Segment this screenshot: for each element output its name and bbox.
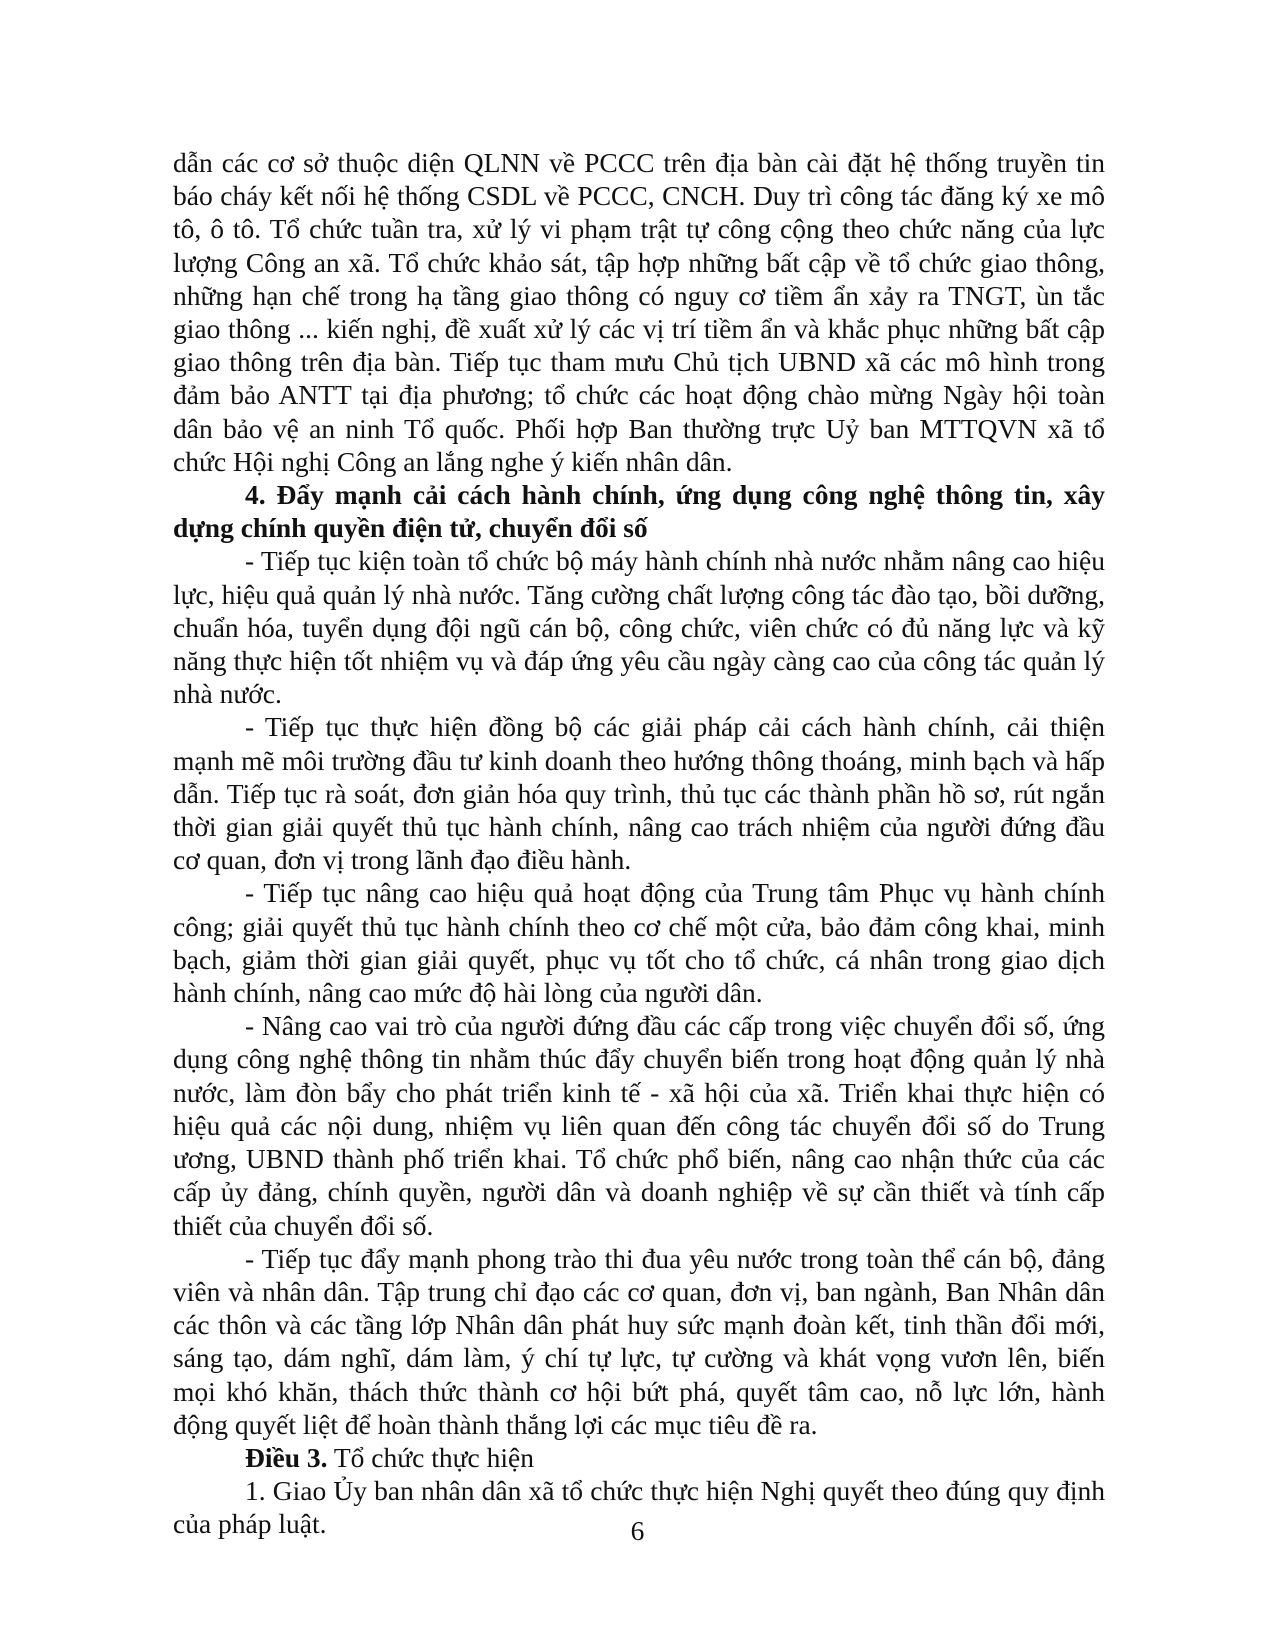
article-3-label: Điều 3. — [245, 1441, 328, 1473]
paragraph-emulation-movement: - Tiếp tục đẩy mạnh phong trào thi đua yêu nước trong toàn thể cán bộ, đảng viên và nhân dân. Tập trung chỉ đạo các cơ quan, đơn vị, ban ngành, Ban Nhân dân các thôn và các tầng lớp Nhân dân phát huy sức mạnh đoàn kết, tinh thần đổi mới, sáng tạo, dám nghĩ, dám làm, ý chí tự lực, tự cường và khát vọng vươn lên, biến mọi khó khăn, thách thức thành cơ hội bứt phá, quyết tâm cao, nỗ lực lớn, hành động quyết liệt để hoàn thành thắng lợi các mục tiêu đề ra. — [173, 1242, 1105, 1440]
document-page — [173, 146, 1105, 1541]
page-number: 6 — [630, 1515, 645, 1546]
paragraph-admin-apparatus: - Tiếp tục kiện toàn tổ chức bộ máy hành chính nhà nước nhằm nâng cao hiệu lực, hiệu quả quản lý nhà nước. Tăng cường chất lượng công tác đào tạo, bồi dưỡng, chuẩn hóa, tuyển dụng đội ngũ cán bộ, công chức, viên chức có đủ năng lực và kỹ năng thực hiện tốt nhiệm vụ và đáp ứng yêu cầu ngày càng cao của công tác quản lý nhà nước. — [173, 545, 1105, 710]
paragraph-digital-transformation: - Nâng cao vai trò của người đứng đầu các cấp trong việc chuyển đổi số, ứng dụng công nghệ thông tin nhằm thúc đẩy chuyển biến trong hoạt động quản lý nhà nước, làm đòn bẩy cho phát triển kinh tế - xã hội của xã. Triển khai thực hiện có hiệu quả các nội dung, nhiệm vụ liên quan đến công tác chuyển đổi số do Trung ương, UBND thành phố triển khai. Tổ chức phổ biến, nâng cao nhận thức của các cấp ủy đảng, chính quyền, người dân và doanh nghiệp về sự cần thiết và tính cấp thiết của chuyển đổi số. — [173, 1010, 1105, 1241]
article-3-title: Tổ chức thực hiện — [327, 1441, 534, 1473]
paragraph-admin-reform: - Tiếp tục thực hiện đồng bộ các giải pháp cải cách hành chính, cải thiện mạnh mẽ môi trường đầu tư kinh doanh theo hướng thông thoáng, minh bạch và hấp dẫn. Tiếp tục rà soát, đơn giản hóa quy trình, thủ tục các thành phần hồ sơ, rút ngắn thời gian giải quyết thủ tục hành chính, nâng cao trách nhiệm của người đứng đầu cơ quan, đơn vị trong lãnh đạo điều hành. — [173, 711, 1105, 876]
section-heading-4: 4. Đẩy mạnh cải cách hành chính, ứng dụng công nghệ thông tin, xây dựng chính quyền điện tử, chuyển đổi số — [173, 479, 1105, 544]
paragraph-security-tasks: dẫn các cơ sở thuộc diện QLNN về PCCC trên địa bàn cài đặt hệ thống truyền tin báo cháy kết nối hệ thống CSDL về PCCC, CNCH. Duy trì công tác đăng ký xe mô tô, ô tô. Tổ chức tuần tra, xử lý vi phạm trật tự công cộng theo chức năng của lực lượng Công an xã. Tổ chức khảo sát, tập hợp những bất cập về tổ chức giao thông, những hạn chế trong hạ tầng giao thông có nguy cơ tiềm ẩn xảy ra TNGT, ùn tắc giao thông ... kiến nghị, đề xuất xử lý các vị trí tiềm ẩn và khắc phục những bất cập giao thông trên địa bàn. Tiếp tục tham mưu Chủ tịch UBND xã các mô hình trong đảm bảo ANTT tại địa phương; tổ chức các hoạt động chào mừng Ngày hội toàn dân bảo vệ an ninh Tổ quốc. Phối hợp Ban thường trực Uỷ ban MTTQVN xã tổ chức Hội nghị Công an lắng nghe ý kiến nhân dân. — [173, 147, 1105, 477]
article-3-heading — [173, 1441, 1105, 1474]
paragraph-implementation-1: 1. Giao Ủy ban nhân dân xã tổ chức thực hiện Nghị quyết theo đúng quy định của pháp luật. — [173, 1475, 1105, 1540]
paragraph-public-service-center: - Tiếp tục nâng cao hiệu quả hoạt động của Trung tâm Phục vụ hành chính công; giải quyết thủ tục hành chính theo cơ chế một cửa, bảo đảm công khai, minh bạch, giảm thời gian giải quyết, phục vụ tốt cho tổ chức, cá nhân trong giao dịch hành chính, nâng cao mức độ hài lòng của người dân. — [173, 877, 1105, 1009]
